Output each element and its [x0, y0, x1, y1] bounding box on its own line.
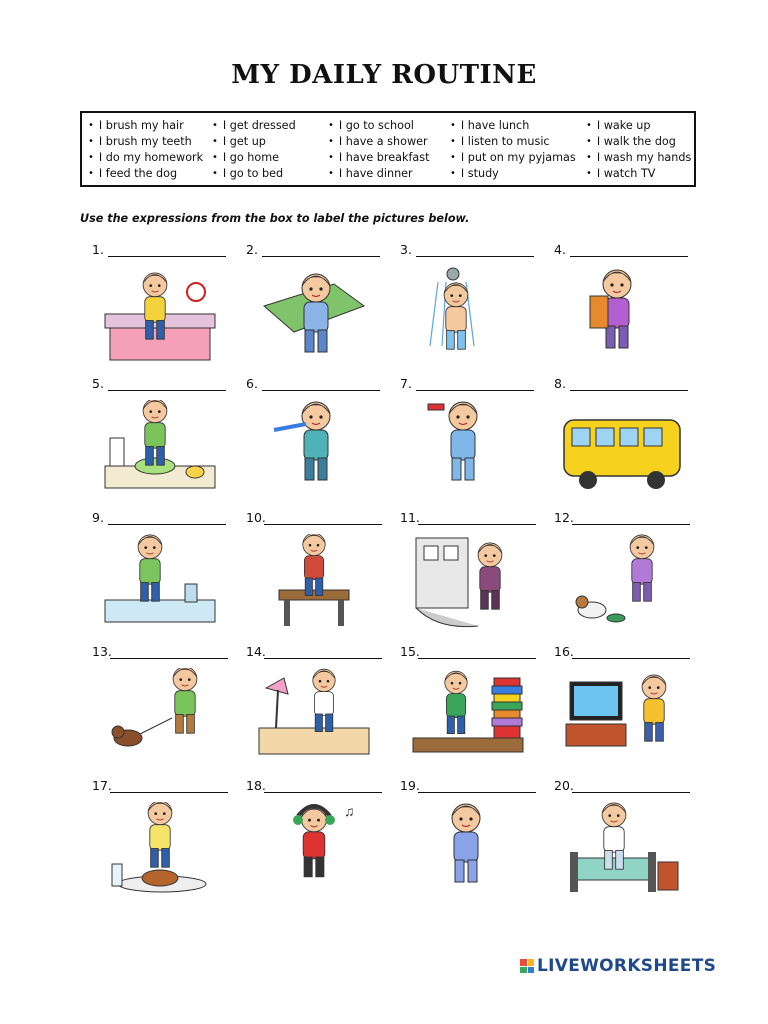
picture-item	[234, 374, 386, 508]
expression-item: • I wash my hands	[586, 149, 694, 165]
answer-blank[interactable]	[108, 524, 226, 525]
girl-feeding-dog-picture	[562, 534, 682, 634]
woman-going-home-picture	[408, 534, 528, 634]
picture-item	[542, 374, 694, 508]
picture-item	[234, 642, 386, 776]
expression-item: • I have a shower	[328, 133, 450, 149]
picture-item	[80, 508, 232, 642]
boy-lunch-picture	[254, 534, 374, 634]
expression-item: • I brush my teeth	[88, 133, 212, 149]
answer-blank[interactable]	[108, 256, 226, 257]
expression-box	[80, 111, 696, 187]
boy-watching-tv-picture	[562, 668, 682, 768]
girl-homework-picture	[254, 668, 374, 768]
item-number: 11.	[400, 510, 420, 525]
answer-blank[interactable]	[572, 792, 690, 793]
item-number: 17.	[92, 778, 112, 793]
answer-blank[interactable]	[418, 524, 536, 525]
instruction-text: Use the expressions from the box to label the pictures below.	[80, 212, 470, 225]
item-number: 2.	[246, 242, 258, 257]
girl-studying-picture	[408, 668, 528, 768]
expression-item: • I do my homework	[88, 149, 212, 165]
answer-blank[interactable]	[416, 256, 534, 257]
picture-item	[80, 642, 232, 776]
girl-waking-up-picture	[100, 266, 220, 366]
boy-walking-dog-picture	[100, 668, 220, 768]
logo-squares-icon	[520, 959, 534, 973]
picture-item	[234, 508, 386, 642]
answer-blank[interactable]	[418, 792, 536, 793]
picture-grid	[80, 240, 696, 910]
picture-item	[80, 374, 232, 508]
man-going-to-bed-picture	[562, 802, 682, 902]
item-number: 14.	[246, 644, 266, 659]
expression-item: • I walk the dog	[586, 133, 694, 149]
picture-item	[542, 642, 694, 776]
answer-blank[interactable]	[264, 792, 382, 793]
girl-brushing-hair-picture	[408, 400, 528, 500]
girl-getting-dressed-picture	[562, 266, 682, 366]
expression-item: • I watch TV	[586, 165, 694, 181]
item-number: 18.	[246, 778, 266, 793]
answer-blank[interactable]	[264, 524, 382, 525]
expression-item: • I wake up	[586, 117, 694, 133]
answer-blank[interactable]	[570, 256, 688, 257]
answer-blank[interactable]	[572, 658, 690, 659]
item-number: 15.	[400, 644, 420, 659]
boy-dinner-picture	[100, 802, 220, 902]
liveworksheets-logo	[520, 956, 716, 976]
expression-item: • I go to school	[328, 117, 450, 133]
item-number: 16.	[554, 644, 574, 659]
expression-item: • I go home	[212, 149, 328, 165]
answer-blank[interactable]	[264, 658, 382, 659]
expression-item: • I put on my pyjamas	[450, 149, 586, 165]
svg-text:♫: ♫	[344, 803, 355, 819]
item-number: 7.	[400, 376, 412, 391]
item-number: 1.	[92, 242, 104, 257]
boy-shower-picture	[408, 266, 528, 366]
expression-item: • I study	[450, 165, 586, 181]
answer-blank[interactable]	[570, 390, 688, 391]
boy-getting-up-picture	[254, 266, 374, 366]
answer-blank[interactable]	[262, 390, 380, 391]
item-number: 6.	[246, 376, 258, 391]
picture-item	[542, 240, 694, 374]
answer-blank[interactable]	[418, 658, 536, 659]
expression-item: • I feed the dog	[88, 165, 212, 181]
picture-item	[80, 240, 232, 374]
item-number: 8.	[554, 376, 566, 391]
boy-washing-hands-picture	[100, 534, 220, 634]
picture-item	[388, 374, 540, 508]
boy-music-picture	[254, 802, 374, 902]
picture-item	[234, 240, 386, 374]
boy-breakfast-picture	[100, 400, 220, 500]
worksheet-title: MY DAILY ROUTINE	[231, 60, 537, 90]
expression-item: • I have dinner	[328, 165, 450, 181]
picture-item	[542, 776, 694, 910]
picture-item	[388, 508, 540, 642]
school-bus-picture	[562, 400, 682, 500]
item-number: 5.	[92, 376, 104, 391]
expression-item: • I get dressed	[212, 117, 328, 133]
item-number: 3.	[400, 242, 412, 257]
picture-item	[234, 776, 386, 910]
item-number: 13.	[92, 644, 112, 659]
item-number: 20.	[554, 778, 574, 793]
picture-item	[80, 776, 232, 910]
boy-brushing-teeth-picture	[254, 400, 374, 500]
expression-item: • I have breakfast	[328, 149, 450, 165]
item-number: 12.	[554, 510, 574, 525]
expression-item: • I go to bed	[212, 165, 328, 181]
item-number: 4.	[554, 242, 566, 257]
picture-item	[388, 642, 540, 776]
boy-pyjamas-picture	[408, 802, 528, 902]
expression-item: • I get up	[212, 133, 328, 149]
expression-item: • I have lunch	[450, 117, 586, 133]
answer-blank[interactable]	[572, 524, 690, 525]
answer-blank[interactable]	[110, 792, 228, 793]
item-number: 10.	[246, 510, 266, 525]
answer-blank[interactable]	[110, 658, 228, 659]
answer-blank[interactable]	[262, 256, 380, 257]
logo-text: LIVEWORKSHEETS	[537, 956, 717, 976]
picture-item	[388, 240, 540, 374]
expression-item: • I brush my hair	[88, 117, 212, 133]
item-number: 9.	[92, 510, 104, 525]
item-number: 19.	[400, 778, 420, 793]
picture-item	[388, 776, 540, 910]
answer-blank[interactable]	[108, 390, 226, 391]
picture-item	[542, 508, 694, 642]
answer-blank[interactable]	[416, 390, 534, 391]
expression-item: • I listen to music	[450, 133, 586, 149]
